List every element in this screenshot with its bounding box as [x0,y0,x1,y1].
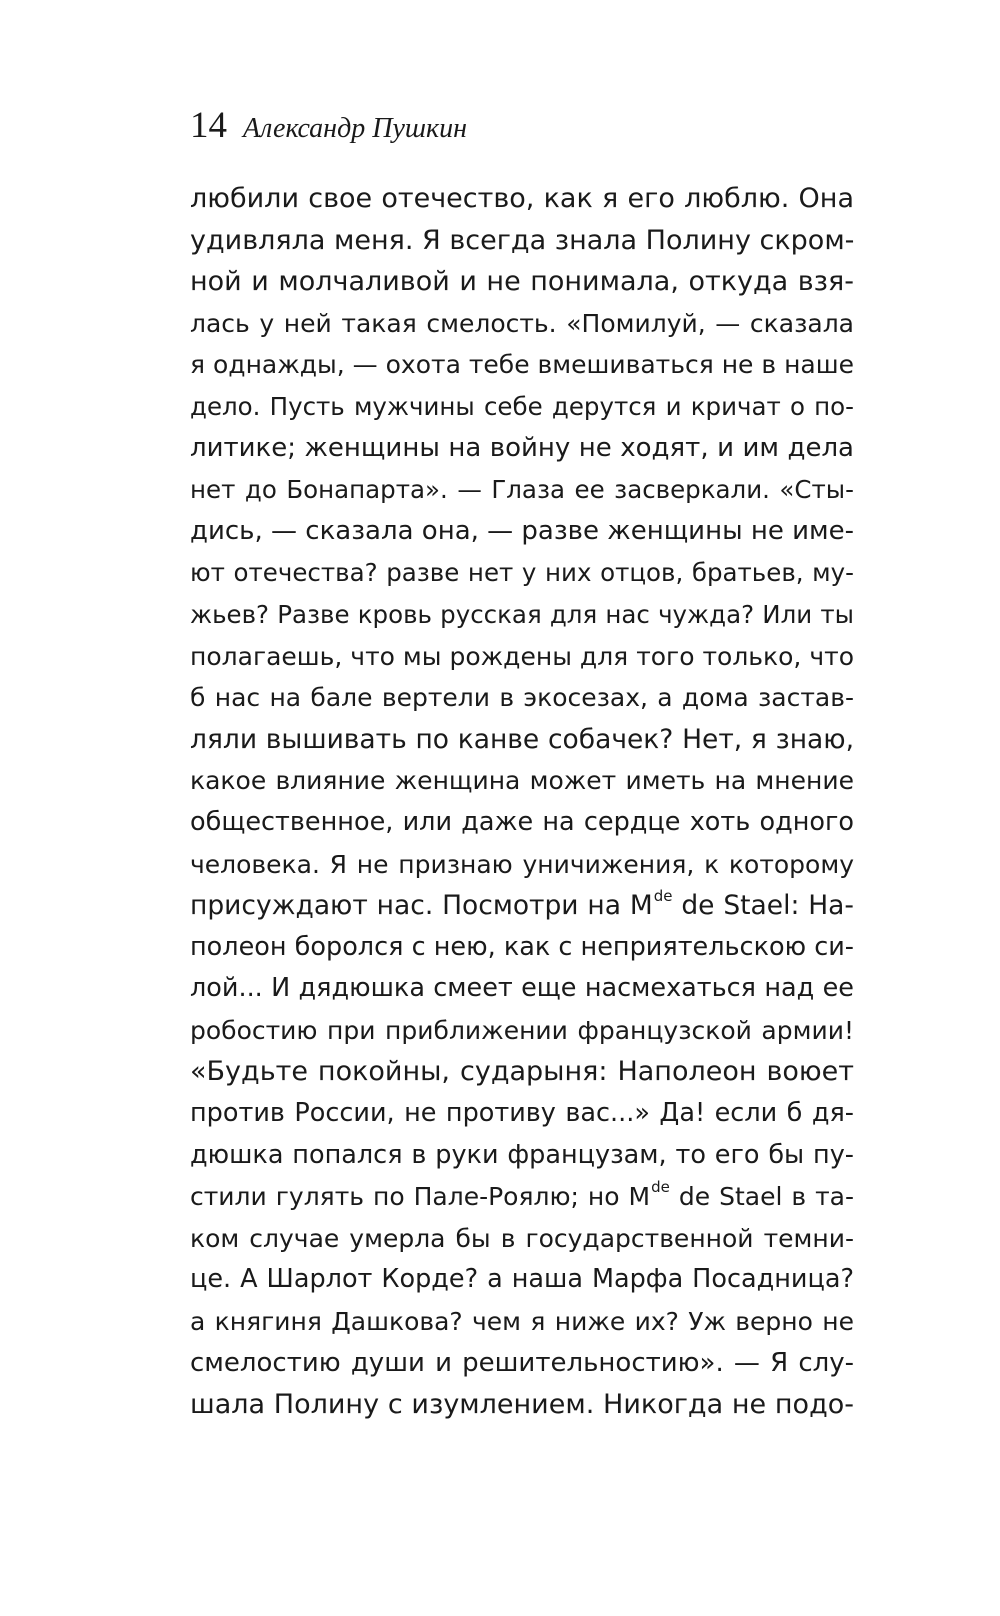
text-line: ком случае умерла бы в государственной темни- [190,1223,854,1253]
body-text [190,178,854,1426]
running-head-author: Александр Пушкин [243,113,467,144]
text-line: общественное, или даже на сердце хоть одного [190,806,854,837]
text-line: «Будьте покойны, сударыня: Наполеон воюет [190,1056,854,1088]
page-number: 14 [190,105,227,146]
text-line: против России, не противу вас...» Да! если б дя- [190,1098,854,1129]
text-line: смелостию души и решительностию». — Я слу- [190,1347,854,1378]
text-line: дело. Пусть мужчины себе дерутся и кричат о по- [190,391,854,421]
text-line: ют отечества? разве нет у них отцов, братьев, му- [190,558,854,588]
text-line: ной и молчаливой и не понимала, откуда взя- [190,266,854,298]
superscript: de [651,1178,670,1197]
page-header [190,104,467,154]
text-line: а княгиня Дашкова? чем я ниже их? Уж верно не [190,1307,854,1337]
text-line: жьев? Разве кровь русская для нас чужда? Или ты [190,599,854,629]
text-line: любили свое отечество, как я его люблю. Она [190,183,854,214]
text-line: какое влияние женщина может иметь на мнение [190,766,854,796]
superscript: de [653,887,673,906]
text-line: дюшка попался в руки французам, то его бы пу- [190,1139,854,1170]
text-segment: de Stael в та- [669,1182,854,1212]
text-line: дись, — сказала она, — разве женщины не име- [190,515,855,546]
text-line: робостию при приближении французской армии! [190,1015,854,1045]
text-line: лой... И дядюшка смеет еще насмехаться над ее [190,973,854,1004]
text-line: полагаешь, что мы рождены для того только, что [190,641,854,671]
text-line: человека. Я не признаю уничижения, к которому [190,849,854,879]
text-segment: стили гулять по Пале-Роялю; но M [190,1182,651,1212]
text-line: удивляла меня. Я всегда знала Полину скром- [190,224,855,256]
text-line: це. А Шарлот Корде? а наша Марфа Посадница? [190,1264,854,1295]
text-line: лась у ней такая смелость. «Помилуй, — сказала [190,308,854,338]
text-line: шала Полину с изумлением. Никогда не подо- [190,1389,854,1421]
text-line: нет до Бонапарта». — Глаза ее засверкали. «Сты- [190,475,854,505]
text-line: литике; женщины на войну не ходят, и им дела [190,432,854,463]
text-line [190,885,854,927]
text-line: ляли вышивать по канве собачек? Нет, я знаю, [190,723,854,755]
text-line [190,1176,854,1218]
text-line: б нас на бале вертели в экосезах, а дома застав- [190,683,854,713]
text-line: полеон боролся с нею, как с неприятельскою си- [190,931,854,962]
text-segment: de Stael: На- [672,890,854,922]
text-segment: присуждают нас. Посмотри на M [190,890,653,922]
text-line: я однажды, — охота тебе вмешиваться не в наше [190,350,854,380]
